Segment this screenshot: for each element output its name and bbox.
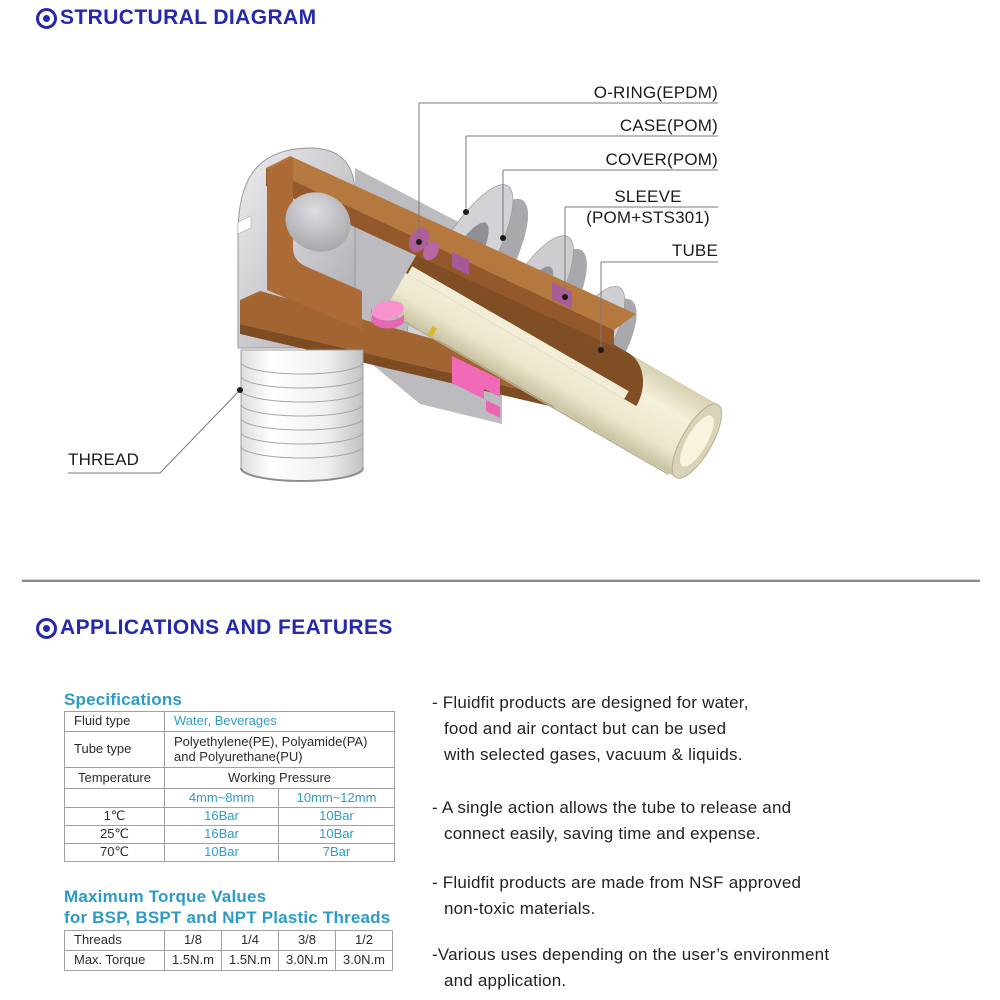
label-case: CASE(POM): [619, 116, 718, 135]
label-cover: COVER(POM): [605, 150, 718, 169]
pressure-value: 10Bar: [279, 808, 395, 826]
pressure-value: 10Bar: [165, 844, 279, 862]
temperature-label: Temperature: [65, 768, 165, 789]
working-pressure-label: Working Pressure: [165, 768, 395, 789]
table-row: [65, 808, 395, 826]
table-row: [65, 768, 395, 789]
max-torque-label: Max. Torque: [65, 951, 165, 971]
temp-value: 25℃: [65, 826, 165, 844]
specifications-heading: Specifications: [64, 690, 183, 709]
label-tube: TUBE: [671, 241, 718, 260]
feature-line: -Various uses depending on the user’s environment: [432, 945, 830, 964]
fluid-type-value: Water, Beverages: [165, 712, 395, 732]
bullseye-icon: [36, 618, 57, 639]
tube-type-label: Tube type: [65, 732, 165, 768]
section-divider: [22, 579, 980, 582]
feature-line: non-toxic materials.: [444, 899, 596, 918]
label-thread: THREAD: [68, 450, 140, 469]
label-sleeve: [578, 186, 718, 228]
table-row: [65, 712, 395, 732]
fluid-type-label: Fluid type: [65, 712, 165, 732]
table-row: [65, 951, 393, 971]
specifications-table: [64, 711, 395, 862]
tube-type-value: Polyethylene(PE), Polyamide(PA) and Polyurethane(PU): [165, 732, 395, 768]
table-row: [65, 844, 395, 862]
torque-heading-line1: Maximum Torque Values: [64, 887, 267, 906]
table-row: [65, 826, 395, 844]
feature-line: connect easily, saving time and expense.: [444, 824, 761, 843]
empty-cell: [65, 789, 165, 808]
threads-label: Threads: [65, 931, 165, 951]
feature-line: with selected gases, vacuum & liquids.: [444, 745, 743, 764]
structural-title-text: STRUCTURAL DIAGRAM: [60, 6, 317, 29]
pressure-value: 16Bar: [165, 826, 279, 844]
table-row: [65, 931, 393, 951]
label-oring: O-RING(EPDM): [593, 83, 718, 102]
bullseye-dot-icon: [43, 625, 50, 632]
torque-value: 3.0N.m: [279, 951, 336, 971]
feature-item: [432, 870, 801, 922]
feature-line: and application.: [444, 971, 567, 990]
torque-heading-line2: for BSP, BSPT and NPT Plastic Threads: [64, 908, 391, 927]
torque-value: 1.5N.m: [165, 951, 222, 971]
size-range-large: 10mm~12mm: [279, 789, 395, 808]
thread-size: 1/4: [222, 931, 279, 951]
temp-value: 1℃: [65, 808, 165, 826]
pressure-value: 7Bar: [279, 844, 395, 862]
size-range-small: 4mm~8mm: [165, 789, 279, 808]
table-row: [65, 789, 395, 808]
feature-item: [432, 690, 749, 768]
applications-title-text: APPLICATIONS AND FEATURES: [60, 616, 393, 639]
thread-size: 1/8: [165, 931, 222, 951]
label-sleeve-line1: SLEEVE: [614, 187, 682, 206]
pressure-value: 10Bar: [279, 826, 395, 844]
feature-line: food and air contact but can be used: [444, 719, 727, 738]
feature-item: [432, 795, 791, 847]
torque-value: 1.5N.m: [222, 951, 279, 971]
feature-item: [432, 942, 829, 994]
feature-line: - Fluidfit products are designed for water,: [432, 693, 749, 712]
label-sleeve-line2: (POM+STS301): [586, 208, 710, 227]
feature-line: - Fluidfit products are made from NSF approved: [432, 873, 802, 892]
applications-section-title: [36, 616, 393, 640]
torque-table: [64, 930, 393, 971]
torque-value: 3.0N.m: [336, 951, 393, 971]
thread-graphic: [241, 350, 363, 481]
thread-size: 1/2: [336, 931, 393, 951]
table-row: [65, 732, 395, 768]
feature-line: - A single action allows the tube to release and: [432, 798, 792, 817]
temp-value: 70℃: [65, 844, 165, 862]
pressure-value: 16Bar: [165, 808, 279, 826]
torque-heading: [64, 886, 390, 928]
thread-size: 3/8: [279, 931, 336, 951]
